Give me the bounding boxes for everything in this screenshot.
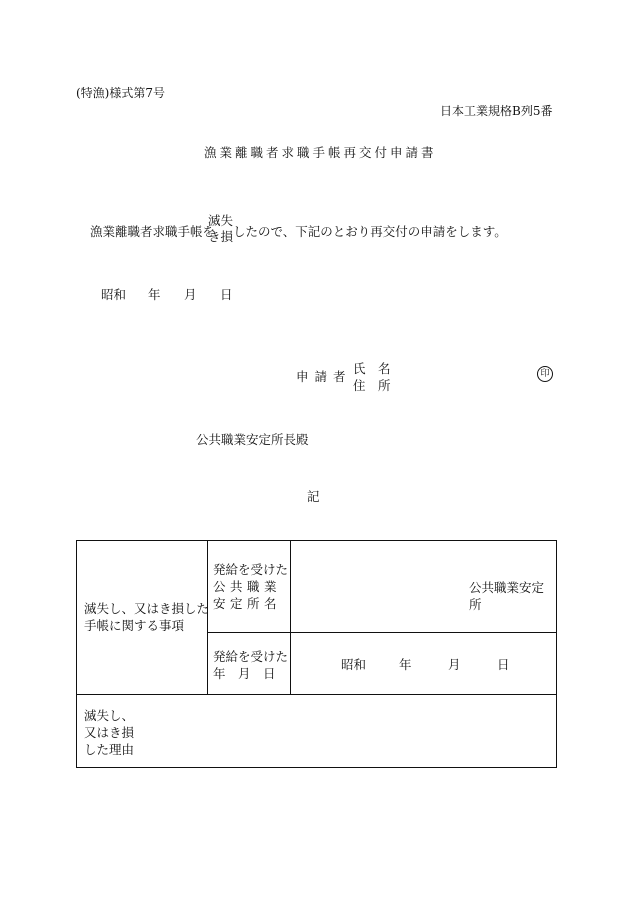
office-value: 公共職業安定所 [469,580,545,612]
applicant-address-label: 住 所 [353,378,391,393]
office-label-line1: 発給を受けた [213,562,289,577]
addressee: 公共職業安定所長殿 [196,432,309,447]
office-label-line3: 安定所名 [213,596,282,611]
form-title: 漁業離職者求職手帳再交付申請書 [204,145,437,160]
choice-damaged: き損 [208,229,234,244]
statement-choice [208,213,233,245]
ki-heading: 記 [307,489,320,504]
date-month: 月 [184,287,197,302]
date-day: 日 [220,287,233,302]
paper-size-note: 日本工業規格B列5番 [440,104,553,118]
reason-label-line3: した理由 [84,742,135,757]
seal-mark: 印 [537,366,553,382]
details-table [76,540,557,768]
table-rule [290,541,291,694]
statement-prefix: 漁業離職者求職手帳を [90,224,216,239]
section-label-line1: 滅失し、又はき損した [84,601,210,616]
date-year: 年 [148,287,161,302]
reason-label-line2: 又はき損 [84,725,135,740]
issue-date-label-line1: 発給を受けた [213,649,289,664]
office-label [213,561,288,612]
issue-date-era: 昭和 [341,657,367,672]
section-label-line2: 手帳に関する事項 [84,618,185,633]
form-number: (特漁)様式第7号 [76,86,165,100]
statement-suffix: したので、下記のとおり再交付の申請をします。 [233,224,507,239]
issue-date-month: 月 [448,657,461,672]
reason-label [84,707,134,758]
applicant-label: 申請者 [296,369,352,384]
issue-date-year: 年 [399,657,412,672]
reason-label-line1: 滅失し、 [84,708,135,723]
choice-lost: 滅失 [208,213,234,228]
issue-date-label [213,648,288,682]
issue-date-day: 日 [497,657,510,672]
issue-date-label-line2: 年 月 日 [213,666,276,681]
table-rule [77,694,556,695]
applicant-name-label: 氏 名 [353,361,391,376]
table-rule [207,632,557,633]
date-era: 昭和 [101,287,127,302]
office-label-line2: 公共職業 [213,579,282,594]
section-label [84,600,209,634]
